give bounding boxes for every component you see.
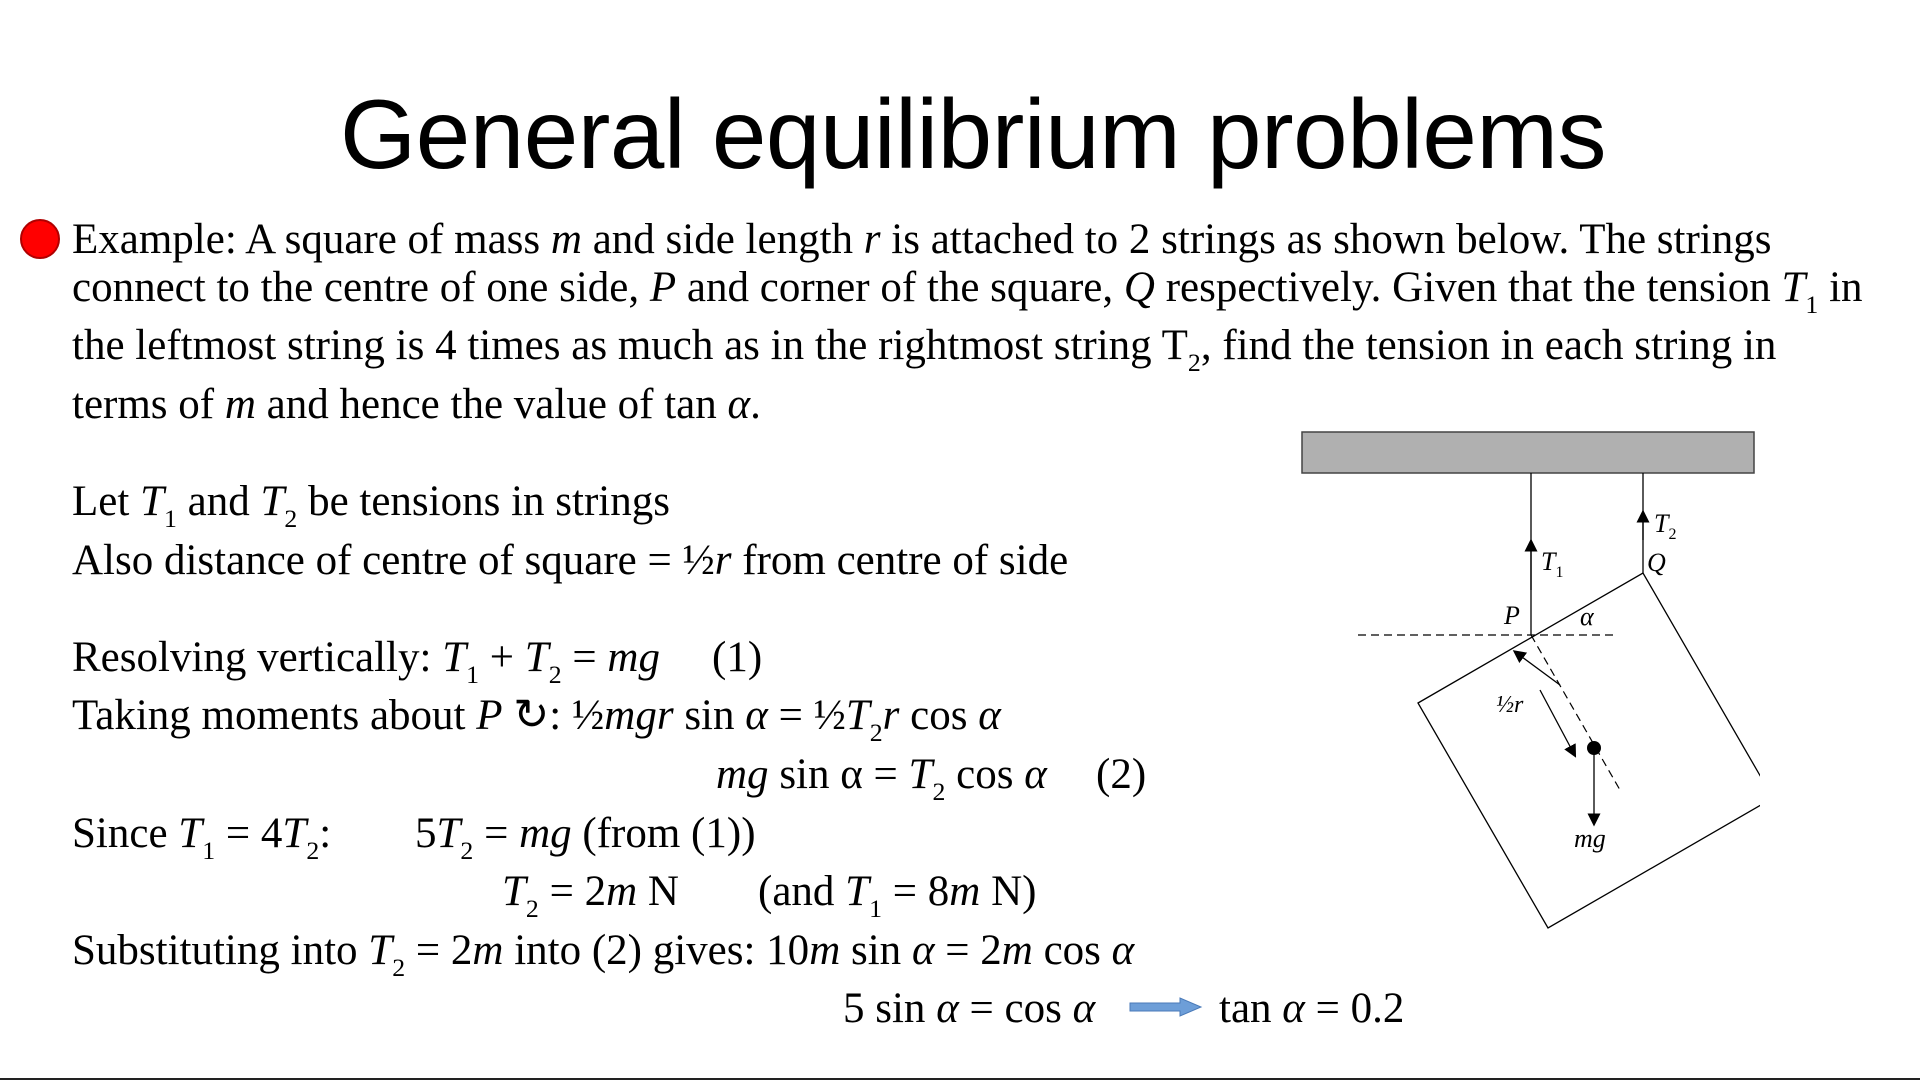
solution-text: Resolving vertically:	[72, 634, 443, 681]
solution-text: = ½	[767, 692, 846, 739]
label-mg: mg	[1574, 824, 1606, 853]
solution-text: = 2	[934, 927, 1002, 974]
var-r: r	[882, 692, 900, 739]
subscript: 2	[306, 835, 320, 865]
var-p: P	[649, 264, 677, 311]
solution-text: = 2	[538, 868, 607, 915]
problem-text: in	[1818, 264, 1863, 311]
label-half-r: ½r	[1496, 692, 1524, 718]
subscript: 2	[284, 503, 298, 533]
var-t: T	[845, 692, 870, 739]
solution-text: +	[479, 634, 525, 681]
solution-text: N)	[980, 868, 1037, 915]
solution-also-line	[72, 539, 1068, 582]
subscript: 2	[548, 659, 562, 689]
var-r: r	[714, 537, 732, 584]
var-t: T	[845, 868, 870, 915]
var-t: T	[140, 478, 164, 525]
subscript: 2	[525, 893, 539, 923]
subscript: 2	[932, 776, 946, 806]
problem-line-4	[72, 383, 761, 426]
var-alpha: α	[745, 692, 768, 739]
solution-t2-value	[502, 868, 679, 923]
label-alpha: α	[1580, 602, 1594, 631]
solution-text: =	[473, 810, 520, 857]
var-p: P	[476, 692, 503, 739]
solution-text: cos	[899, 692, 979, 739]
solution-since-result	[415, 810, 756, 865]
subscript: 2	[460, 835, 474, 865]
problem-line-3	[72, 322, 1777, 377]
var-r: r	[863, 216, 881, 263]
subscript: 1	[1805, 289, 1819, 319]
solution-resolve-line	[72, 634, 660, 689]
problem-text: and corner of the square,	[676, 264, 1124, 311]
subscript: 1	[202, 835, 216, 865]
var-alpha: α	[1072, 985, 1096, 1032]
ceiling-bar	[1302, 432, 1754, 473]
var-alpha: α	[978, 692, 1001, 739]
subscript: 2	[1187, 347, 1201, 377]
var-t: T	[178, 810, 203, 857]
problem-text: connect to the centre of one side,	[72, 264, 650, 311]
solution-text: cos	[945, 751, 1025, 798]
subscript: 2	[869, 717, 883, 747]
problem-line-2	[72, 264, 1863, 319]
var-t: T	[260, 478, 285, 525]
solution-text: sin	[673, 692, 746, 739]
equation-number-2: (2)	[1096, 751, 1147, 798]
slide-title: General equilibrium problems	[339, 79, 1607, 189]
label-t2: $T_2$	[1654, 509, 1677, 543]
centre-dashed-line	[1531, 635, 1620, 790]
solution-text: tan	[1219, 985, 1283, 1032]
var-alpha: α	[1024, 751, 1047, 798]
solution-text: Substituting into	[72, 927, 369, 974]
subscript: 1	[466, 659, 480, 689]
solution-text: = 8	[881, 868, 950, 915]
var-t: T	[436, 810, 461, 857]
solution-moments-line	[72, 692, 1001, 747]
problem-line-1	[72, 218, 1771, 261]
problem-text: and hence the value of tan	[255, 381, 728, 428]
var-t: T	[442, 634, 467, 681]
problem-text: and side length	[581, 216, 864, 263]
var-mg: mg	[716, 751, 769, 798]
label-p: P	[1504, 601, 1520, 630]
solution-let-line	[72, 478, 670, 533]
solution-substitute-line	[72, 927, 1135, 982]
var-m: m	[1001, 927, 1033, 974]
var-alpha: α	[1282, 985, 1305, 1032]
var-mg: mg	[607, 634, 660, 681]
subscript: 2	[392, 952, 406, 982]
solution-since-line	[72, 810, 332, 865]
label-q: Q	[1647, 548, 1666, 577]
implies-arrow-icon	[1128, 996, 1204, 1018]
solution-text: Since	[72, 810, 179, 857]
var-m: m	[472, 927, 504, 974]
var-t: T	[282, 810, 307, 857]
solution-text: Taking moments about	[72, 692, 477, 739]
var-q: Q	[1123, 264, 1155, 311]
problem-text: , find the tension in each string in	[1200, 322, 1777, 369]
solution-text: ↻: ½	[502, 692, 605, 739]
solution-text: 5	[415, 810, 437, 857]
var-m: m	[606, 868, 638, 915]
var-t: T	[1781, 264, 1806, 311]
solution-text: = 0.2	[1304, 985, 1405, 1032]
subscript: 1	[869, 893, 882, 923]
var-alpha: α	[727, 381, 751, 428]
var-m: m	[949, 868, 981, 915]
solution-text: :	[319, 810, 332, 857]
var-t: T	[368, 927, 393, 974]
solution-final-line	[843, 987, 1095, 1030]
solution-text: N	[637, 868, 679, 915]
red-bullet-icon	[20, 219, 60, 259]
problem-text: terms of	[72, 381, 225, 428]
subscript: 1	[163, 503, 177, 533]
half-r-arrow-up	[1518, 654, 1560, 685]
solution-text: Also distance of centre of square = ½	[72, 537, 715, 584]
solution-text: =	[561, 634, 608, 681]
problem-text: respectively. Given that the tension	[1154, 264, 1782, 311]
solution-simplified-line	[716, 751, 1047, 806]
var-alpha: α	[911, 927, 935, 974]
solution-text: = cos	[958, 985, 1073, 1032]
problem-text: .	[750, 381, 761, 428]
solution-t1-value	[758, 868, 1037, 923]
var-mgr: mgr	[604, 692, 674, 739]
solution-text: = 4	[215, 810, 283, 857]
solution-text: (and	[758, 868, 846, 915]
var-t: T	[524, 634, 549, 681]
var-alpha: α	[1111, 927, 1135, 974]
problem-text: the leftmost string is 4 times as much as in the rightmost string T	[72, 322, 1188, 369]
var-m: m	[550, 216, 582, 263]
var-t: T	[502, 868, 526, 915]
half-r-arrow-down	[1540, 690, 1573, 752]
solution-text: into (2) gives: 10	[503, 927, 810, 974]
solution-text: and	[176, 478, 261, 525]
problem-text: is attached to 2 strings as shown below. The strings	[880, 216, 1772, 263]
solution-text: 5 sin	[843, 985, 937, 1032]
solution-result-line	[1219, 987, 1404, 1030]
solution-text: (from (1))	[571, 810, 756, 857]
problem-text: Example: A square of mass	[72, 216, 551, 263]
solution-text: from centre of side	[731, 537, 1069, 584]
square-strings-diagram	[1280, 420, 1760, 930]
var-m: m	[809, 927, 841, 974]
solution-text: be tensions in strings	[297, 478, 670, 525]
solution-text: = 2	[405, 927, 473, 974]
var-alpha: α	[936, 985, 959, 1032]
solution-text: sin	[840, 927, 912, 974]
var-m: m	[224, 381, 256, 428]
var-mg: mg	[519, 810, 572, 857]
equation-number-1: (1)	[712, 634, 763, 681]
solution-text: cos	[1032, 927, 1112, 974]
var-t: T	[908, 751, 933, 798]
solution-text: sin α =	[768, 751, 909, 798]
label-t1: $T_1$	[1541, 547, 1564, 581]
solution-text: Let	[72, 478, 141, 525]
